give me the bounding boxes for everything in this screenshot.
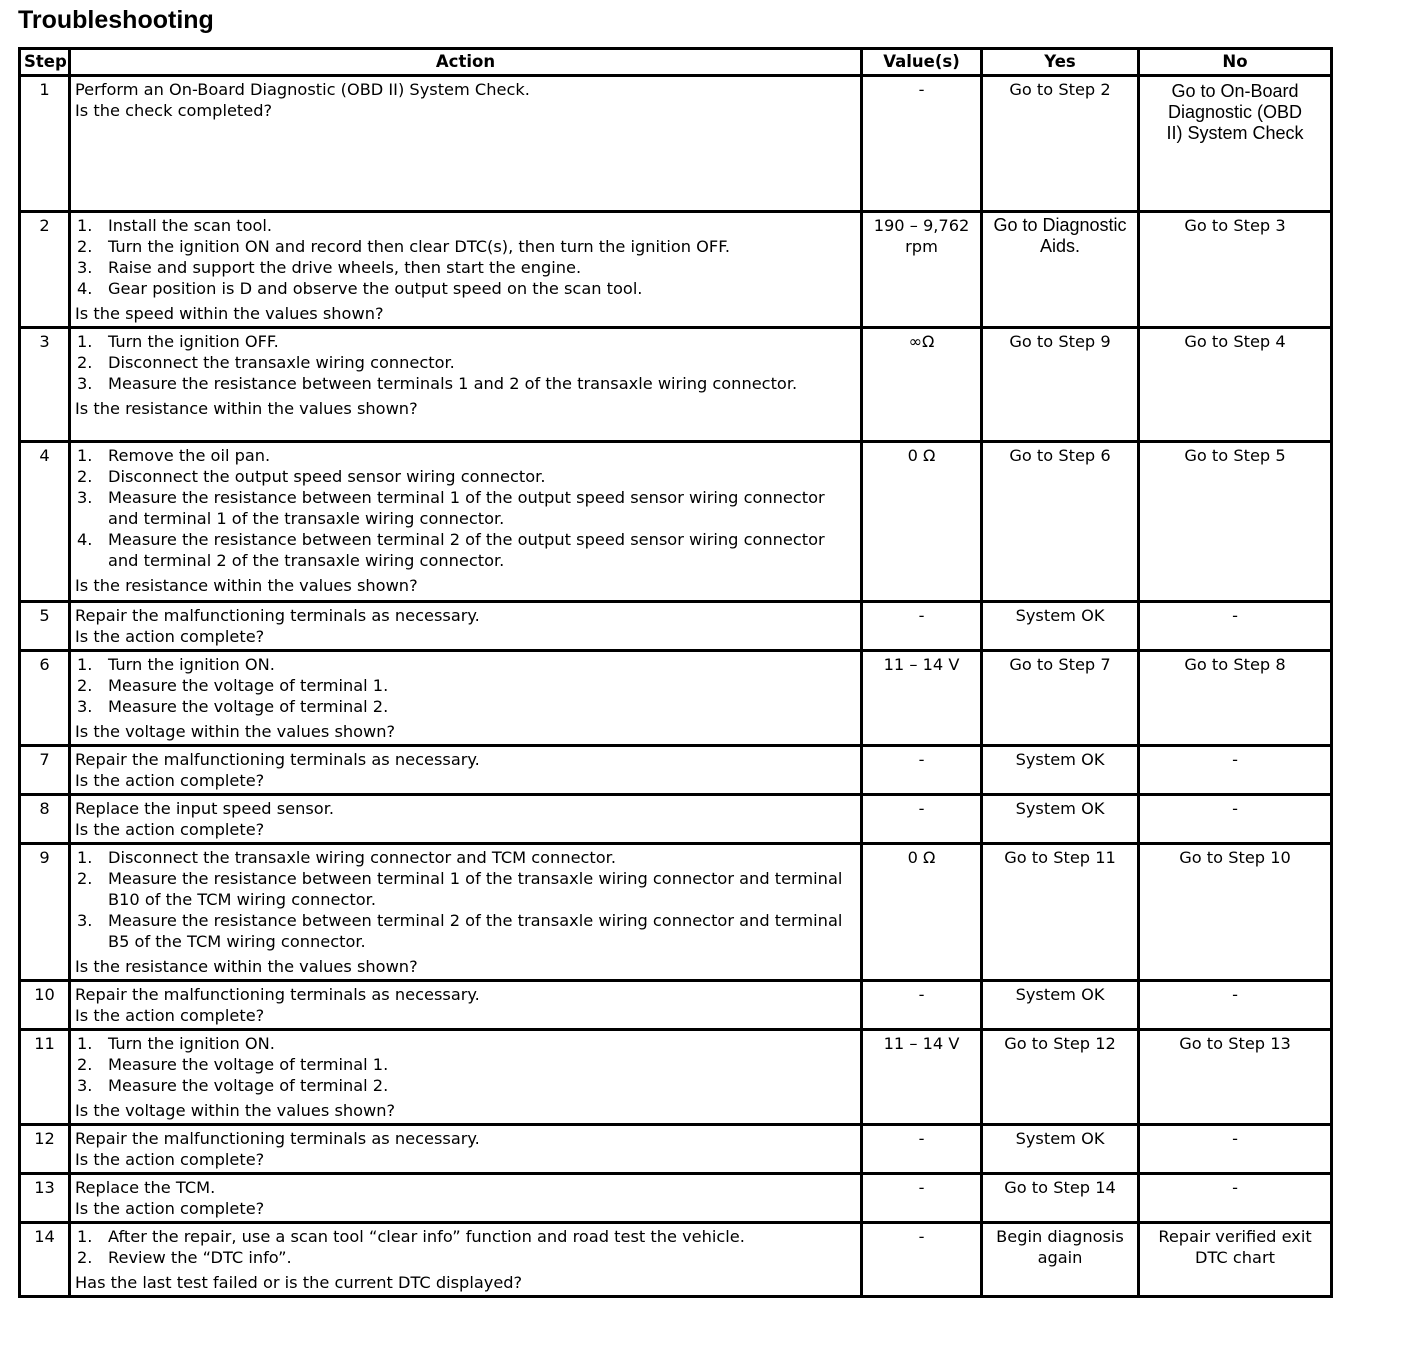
instruction-text: Review the “DTC info”. xyxy=(108,1248,292,1267)
no-cell: Go to Step 13 xyxy=(1139,1030,1332,1125)
instruction-item xyxy=(75,1054,856,1075)
table-row xyxy=(20,76,1332,212)
header-no: No xyxy=(1139,49,1332,76)
action-cell xyxy=(70,76,862,212)
step-number: 7 xyxy=(20,746,70,795)
action-cell xyxy=(70,1223,862,1297)
instruction-number: 3. xyxy=(77,374,93,393)
yes-cell: Go to Step 2 xyxy=(982,76,1139,212)
action-cell xyxy=(70,795,862,844)
action-question: Is the action complete? xyxy=(75,1199,265,1218)
no-cell: Go to Step 3 xyxy=(1139,212,1332,328)
value-cell: 0 Ω xyxy=(862,442,982,602)
instruction-item xyxy=(75,847,856,868)
instruction-number: 1. xyxy=(77,1227,93,1246)
yes-cell: Go to Step 12 xyxy=(982,1030,1139,1125)
instruction-text: Disconnect the output speed sensor wiring connector. xyxy=(108,467,546,486)
step-number: 12 xyxy=(20,1125,70,1174)
instruction-number: 2. xyxy=(77,353,93,372)
instruction-text: Raise and support the drive wheels, then start the engine. xyxy=(108,258,582,277)
no-cell: Go to On-Board Diagnostic (OBD II) System Check xyxy=(1139,76,1332,212)
instruction-text: Turn the ignition ON and record then clear DTC(s), then turn the ignition OFF. xyxy=(108,237,731,256)
action-cell xyxy=(70,651,862,746)
action-question: Is the action complete? xyxy=(75,771,265,790)
action-intro: Repair the malfunctioning terminals as necessary. xyxy=(75,606,480,625)
instruction-text: Measure the voltage of terminal 2. xyxy=(108,697,389,716)
action-question: Is the action complete? xyxy=(75,627,265,646)
instruction-text: Measure the resistance between terminals 1 and 2 of the transaxle wiring connector. xyxy=(108,374,798,393)
instruction-text: After the repair, use a scan tool “clear info” function and road test the vehicle. xyxy=(108,1227,745,1246)
no-cell: Go to Step 4 xyxy=(1139,328,1332,442)
yes-cell: System OK xyxy=(982,981,1139,1030)
yes-cell: Go to Step 7 xyxy=(982,651,1139,746)
no-cell: Repair verified exit DTC chart xyxy=(1139,1223,1332,1297)
header-yes: Yes xyxy=(982,49,1139,76)
instruction-item xyxy=(75,236,856,257)
troubleshooting-table xyxy=(18,47,1333,1298)
value-cell: 11 – 14 V xyxy=(862,651,982,746)
instruction-item xyxy=(75,910,856,952)
instruction-text: Remove the oil pan. xyxy=(108,446,271,465)
value-cell: - xyxy=(862,981,982,1030)
instruction-text: Measure the resistance between terminal 2 of the output speed sensor wiring connector and terminal 2 of the transaxle wiring connector. xyxy=(108,530,825,570)
no-cell: - xyxy=(1139,795,1332,844)
instruction-number: 3. xyxy=(77,1076,93,1095)
yes-cell: Go to Step 14 xyxy=(982,1174,1139,1223)
step-number: 3 xyxy=(20,328,70,442)
instruction-item xyxy=(75,654,856,675)
instruction-item xyxy=(75,868,856,910)
no-cell: Go to Step 8 xyxy=(1139,651,1332,746)
table-row xyxy=(20,981,1332,1030)
instruction-number: 1. xyxy=(77,446,93,465)
no-cell: Go to Step 10 xyxy=(1139,844,1332,981)
step-number: 4 xyxy=(20,442,70,602)
table-row xyxy=(20,795,1332,844)
instruction-text: Gear position is D and observe the output speed on the scan tool. xyxy=(108,279,643,298)
instruction-text: Turn the ignition ON. xyxy=(108,1034,275,1053)
action-question: Is the voltage within the values shown? xyxy=(75,722,396,741)
action-cell xyxy=(70,328,862,442)
action-cell xyxy=(70,844,862,981)
value-cell: - xyxy=(862,746,982,795)
action-question: Has the last test failed or is the current DTC displayed? xyxy=(75,1273,523,1292)
action-cell xyxy=(70,746,862,795)
instruction-list xyxy=(75,331,856,394)
action-cell xyxy=(70,442,862,602)
instruction-item xyxy=(75,696,856,717)
instruction-item xyxy=(75,529,856,571)
instruction-list xyxy=(75,654,856,717)
value-cell: ∞Ω xyxy=(862,328,982,442)
action-question: Is the action complete? xyxy=(75,1006,265,1025)
table-row xyxy=(20,1174,1332,1223)
action-question: Is the resistance within the values shown? xyxy=(75,399,418,418)
action-question: Is the action complete? xyxy=(75,820,265,839)
table-row xyxy=(20,442,1332,602)
instruction-number: 1. xyxy=(77,332,93,351)
table-row xyxy=(20,1030,1332,1125)
instruction-number: 3. xyxy=(77,258,93,277)
action-question: Is the speed within the values shown? xyxy=(75,304,384,323)
instruction-number: 3. xyxy=(77,911,93,930)
step-number: 6 xyxy=(20,651,70,746)
step-number: 9 xyxy=(20,844,70,981)
step-number: 10 xyxy=(20,981,70,1030)
instruction-text: Turn the ignition OFF. xyxy=(108,332,279,351)
value-cell: 0 Ω xyxy=(862,844,982,981)
no-cell: - xyxy=(1139,746,1332,795)
instruction-list xyxy=(75,215,856,299)
instruction-item xyxy=(75,215,856,236)
instruction-text: Measure the voltage of terminal 1. xyxy=(108,676,389,695)
yes-cell: System OK xyxy=(982,602,1139,651)
no-cell: - xyxy=(1139,981,1332,1030)
instruction-number: 2. xyxy=(77,676,93,695)
table-header-row xyxy=(20,49,1332,76)
instruction-number: 2. xyxy=(77,1055,93,1074)
instruction-item xyxy=(75,352,856,373)
value-cell: - xyxy=(862,76,982,212)
value-cell: - xyxy=(862,602,982,651)
action-intro: Perform an On-Board Diagnostic (OBD II) System Check. xyxy=(75,80,530,99)
instruction-number: 1. xyxy=(77,848,93,867)
table-row xyxy=(20,212,1332,328)
action-cell xyxy=(70,1125,862,1174)
instruction-list xyxy=(75,1226,856,1268)
action-intro: Repair the malfunctioning terminals as necessary. xyxy=(75,985,480,1004)
instruction-item xyxy=(75,373,856,394)
instruction-number: 4. xyxy=(77,279,93,298)
yes-cell: Go to Step 11 xyxy=(982,844,1139,981)
instruction-item xyxy=(75,1226,856,1247)
instruction-text: Disconnect the transaxle wiring connector and TCM connector. xyxy=(108,848,616,867)
table-row xyxy=(20,1223,1332,1297)
action-intro: Repair the malfunctioning terminals as necessary. xyxy=(75,750,480,769)
yes-cell: System OK xyxy=(982,795,1139,844)
header-step: Step xyxy=(20,49,70,76)
step-number: 1 xyxy=(20,76,70,212)
instruction-number: 2. xyxy=(77,869,93,888)
yes-cell: Go to Step 9 xyxy=(982,328,1139,442)
step-number: 2 xyxy=(20,212,70,328)
step-number: 8 xyxy=(20,795,70,844)
instruction-item xyxy=(75,331,856,352)
instruction-text: Measure the resistance between terminal 1 of the output speed sensor wiring connector and terminal 1 of the transaxle wiring connector. xyxy=(108,488,825,528)
instruction-number: 2. xyxy=(77,237,93,256)
value-cell: 11 – 14 V xyxy=(862,1030,982,1125)
action-question: Is the action complete? xyxy=(75,1150,265,1169)
value-cell: - xyxy=(862,1223,982,1297)
step-number: 14 xyxy=(20,1223,70,1297)
page-title: Troubleshooting xyxy=(18,6,214,34)
header-values: Value(s) xyxy=(862,49,982,76)
table-row xyxy=(20,651,1332,746)
step-number: 13 xyxy=(20,1174,70,1223)
action-question: Is the resistance within the values shown? xyxy=(75,957,418,976)
instruction-list xyxy=(75,445,856,571)
value-cell: - xyxy=(862,1125,982,1174)
action-question: Is the resistance within the values shown? xyxy=(75,576,418,595)
table-row xyxy=(20,328,1332,442)
instruction-text: Measure the voltage of terminal 1. xyxy=(108,1055,389,1074)
instruction-list xyxy=(75,847,856,952)
instruction-number: 1. xyxy=(77,1034,93,1053)
yes-cell: Go to Step 6 xyxy=(982,442,1139,602)
instruction-item xyxy=(75,466,856,487)
action-cell xyxy=(70,212,862,328)
instruction-text: Measure the resistance between terminal 2 of the transaxle wiring connector and terminal B5 of the TCM wiring connector. xyxy=(108,911,843,951)
instruction-number: 4. xyxy=(77,530,93,549)
header-action: Action xyxy=(70,49,862,76)
instruction-item xyxy=(75,278,856,299)
action-question: Is the check completed? xyxy=(75,101,273,120)
action-intro: Replace the input speed sensor. xyxy=(75,799,335,818)
no-cell: - xyxy=(1139,1125,1332,1174)
instruction-item xyxy=(75,445,856,466)
action-intro: Replace the TCM. xyxy=(75,1178,216,1197)
action-cell xyxy=(70,1030,862,1125)
step-number: 5 xyxy=(20,602,70,651)
yes-cell: Begin diagnosis again xyxy=(982,1223,1139,1297)
no-cell: Go to Step 5 xyxy=(1139,442,1332,602)
no-cell: - xyxy=(1139,1174,1332,1223)
table-row xyxy=(20,602,1332,651)
instruction-item xyxy=(75,1247,856,1268)
instruction-text: Measure the voltage of terminal 2. xyxy=(108,1076,389,1095)
instruction-item xyxy=(75,1075,856,1096)
action-cell xyxy=(70,981,862,1030)
no-cell: - xyxy=(1139,602,1332,651)
step-number: 11 xyxy=(20,1030,70,1125)
value-cell: 190 – 9,762 rpm xyxy=(862,212,982,328)
instruction-number: 3. xyxy=(77,697,93,716)
value-cell: - xyxy=(862,1174,982,1223)
action-cell xyxy=(70,602,862,651)
instruction-text: Turn the ignition ON. xyxy=(108,655,275,674)
action-intro: Repair the malfunctioning terminals as necessary. xyxy=(75,1129,480,1148)
yes-cell: Go to Diagnostic Aids. xyxy=(982,212,1139,328)
value-cell: - xyxy=(862,795,982,844)
instruction-item xyxy=(75,1033,856,1054)
instruction-list xyxy=(75,1033,856,1096)
instruction-text: Measure the resistance between terminal 1 of the transaxle wiring connector and terminal B10 of the TCM wiring connector. xyxy=(108,869,843,909)
yes-cell: System OK xyxy=(982,1125,1139,1174)
instruction-item xyxy=(75,675,856,696)
table-row xyxy=(20,1125,1332,1174)
instruction-number: 1. xyxy=(77,216,93,235)
action-cell xyxy=(70,1174,862,1223)
action-question: Is the voltage within the values shown? xyxy=(75,1101,396,1120)
yes-cell: System OK xyxy=(982,746,1139,795)
table-row xyxy=(20,746,1332,795)
table-row xyxy=(20,844,1332,981)
instruction-text: Install the scan tool. xyxy=(108,216,273,235)
instruction-number: 2. xyxy=(77,467,93,486)
instruction-number: 2. xyxy=(77,1248,93,1267)
instruction-item xyxy=(75,257,856,278)
instruction-item xyxy=(75,487,856,529)
instruction-text: Disconnect the transaxle wiring connector. xyxy=(108,353,455,372)
instruction-number: 3. xyxy=(77,488,93,507)
instruction-number: 1. xyxy=(77,655,93,674)
